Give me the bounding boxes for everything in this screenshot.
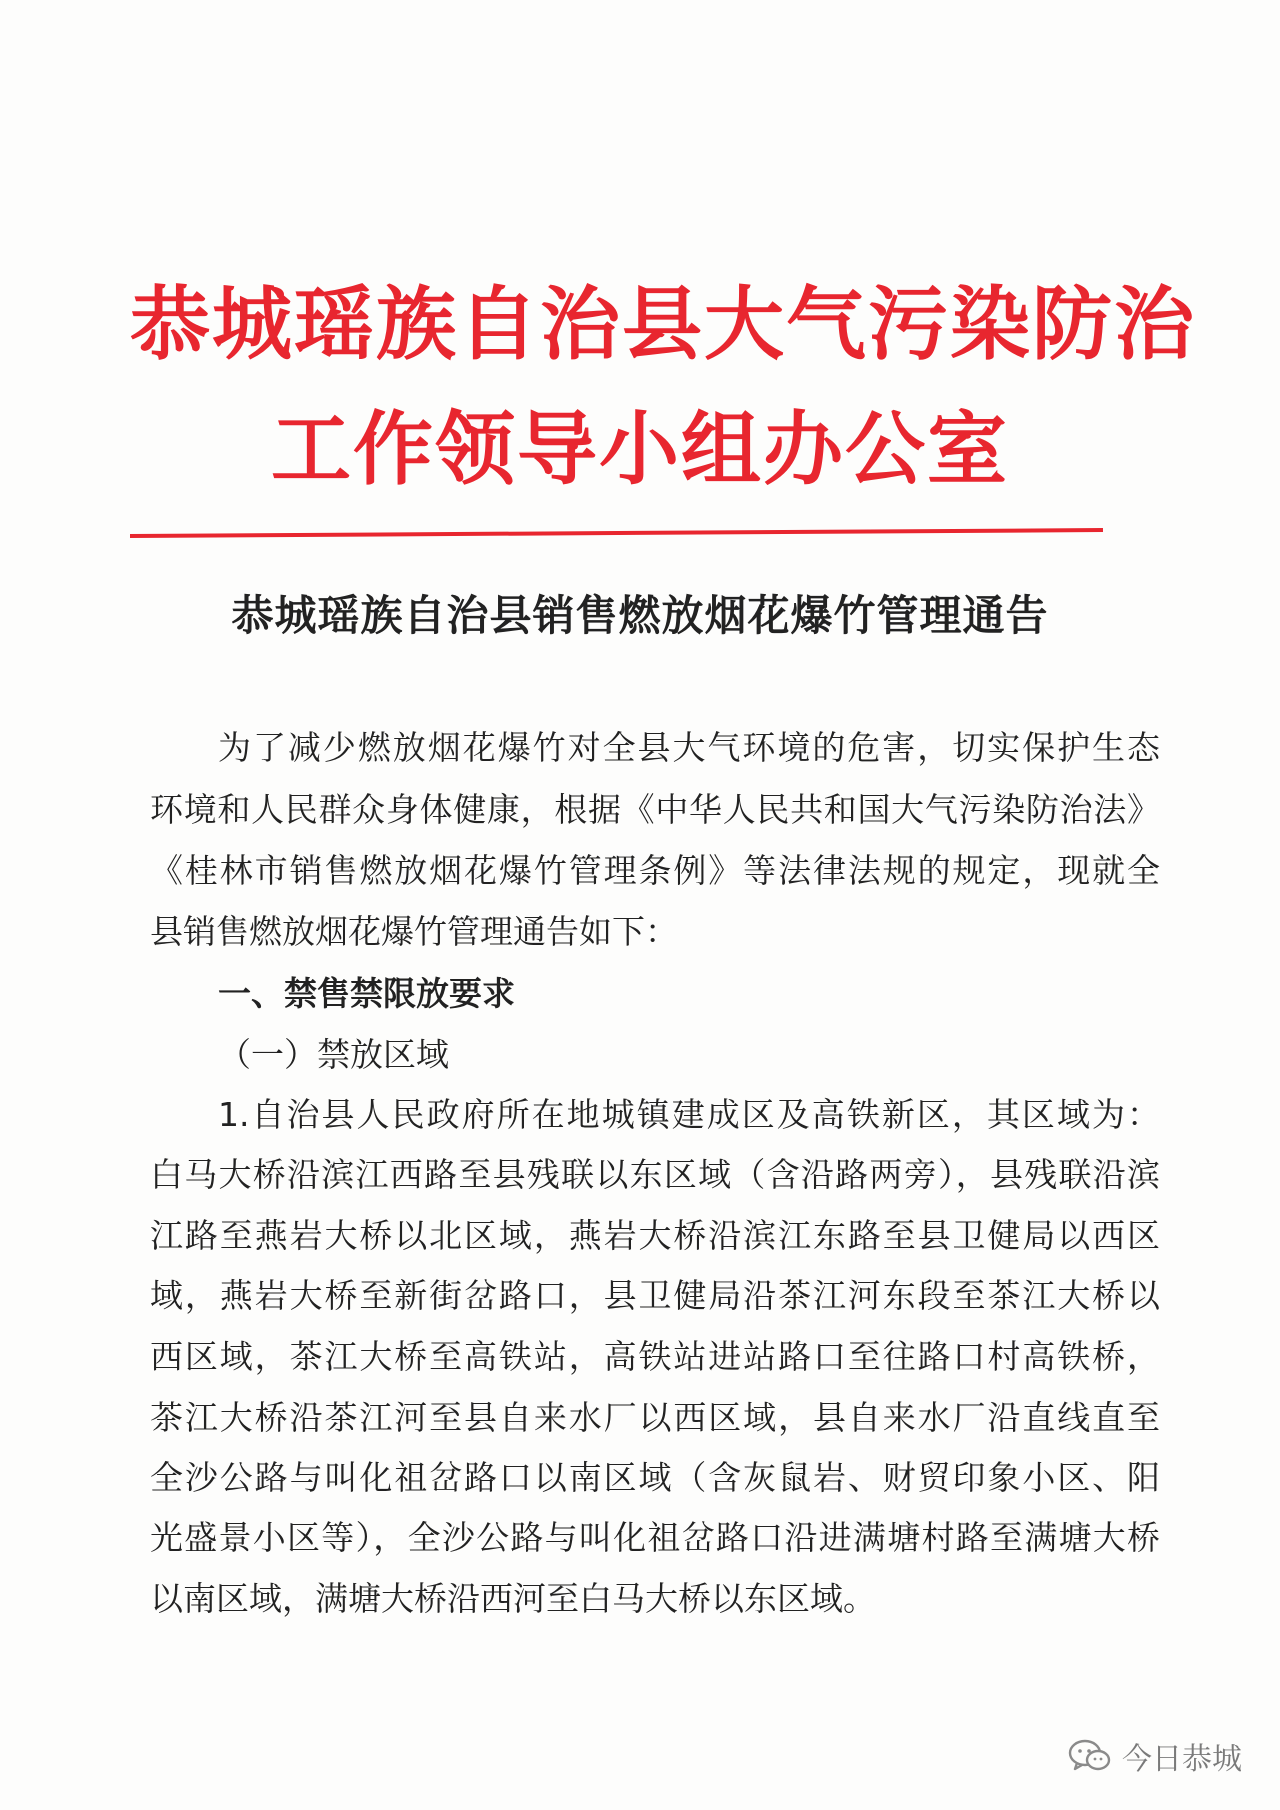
body-line: 白马大桥沿滨江西路至县残联以东区域（含沿路两旁），县残联沿滨 [150, 1155, 1160, 1194]
red-header-rule [130, 528, 1103, 538]
body-line: 1.自治县人民政府所在地城镇建成区及高铁新区，其区域为： [218, 1095, 1160, 1134]
body-line: 环境和人民群众身体健康，根据《中华人民共和国大气污染防治法》 [150, 790, 1160, 829]
body-line: 全沙公路与叫化祖岔路口以南区域（含灰鼠岩、财贸印象小区、阳 [150, 1458, 1160, 1497]
body-line: 域，燕岩大桥至新街岔路口，县卫健局沿茶江河东段至茶江大桥以 [150, 1276, 1160, 1315]
body-line: 以南区域，满塘大桥沿西河至白马大桥以东区域。 [150, 1579, 876, 1618]
subsection-heading: （一）禁放区域 [218, 1035, 449, 1074]
body-line: 县销售燃放烟花爆竹管理通告如下： [150, 912, 678, 951]
body-line: 《桂林市销售燃放烟花爆竹管理条例》等法律法规的规定，现就全 [150, 851, 1160, 890]
watermark-label: 今日恭城 [1122, 1742, 1242, 1777]
body-line: 西区域，茶江大桥至高铁站，高铁站进站路口至往路口村高铁桥， [150, 1337, 1160, 1376]
issuing-org-line-2: 工作领导小组办公室 [271, 403, 1009, 496]
wechat-watermark [1068, 1734, 1242, 1778]
document-title: 恭城瑶族自治县销售燃放烟花爆竹管理通告 [231, 591, 1049, 640]
wechat-icon [1068, 1738, 1112, 1774]
issuing-org-line-1: 恭城瑶族自治县大气污染防治 [130, 278, 1196, 371]
body-line: 江路至燕岩大桥以北区域，燕岩大桥沿滨江东路至县卫健局以西区 [150, 1216, 1160, 1255]
body-line: 光盛景小区等），全沙公路与叫化祖岔路口沿进满塘村路至满塘大桥 [150, 1518, 1160, 1557]
section-heading: 一、禁售禁限放要求 [218, 974, 515, 1013]
body-line: 为了减少燃放烟花爆竹对全县大气环境的危害，切实保护生态 [218, 728, 1160, 767]
body-line: 茶江大桥沿茶江河至县自来水厂以西区域，县自来水厂沿直线直至 [150, 1398, 1160, 1437]
